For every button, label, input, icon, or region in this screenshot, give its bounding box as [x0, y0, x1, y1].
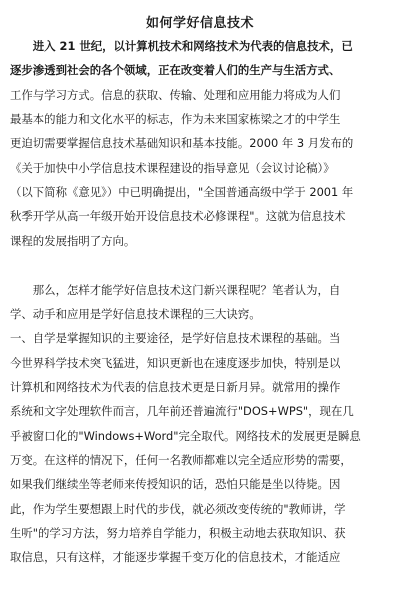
paragraph-line: 如果我们继续坐等老师来传授知识的话，恐怕只能是坐以待毙。因: [10, 477, 341, 491]
paragraph-line: （以下简称《意见》）中已明确提出，"全国普通高级中学于 2001 年: [10, 185, 354, 199]
paragraph-line: 《关于加快中小学信息技术课程建设的指导意见（会议讨论稿）》: [10, 161, 335, 175]
paragraph-line: 最基本的能力和文化水平的标志，作为未来国家栋梁之才的中学生: [10, 112, 341, 126]
paragraph-line: 万变。在这样的情况下，任何一名教师都难以完全适应形势的需要，: [10, 453, 352, 467]
paragraph-line: 更迫切需要掌握信息技术基础知识和基本技能。2000 年 3 月发布的: [10, 136, 354, 150]
paragraph-line: 计算机和网络技术为代表的信息技术更是日新月异。就常用的操作: [10, 380, 341, 394]
paragraph-line: 此，作为学生要想跟上时代的步伐，就必须改变传统的"教师讲，学: [10, 502, 346, 516]
paragraph-line: 秋季开学从高一年级开始开设信息技术必修课程"。这就为信息技术: [10, 209, 346, 223]
paragraph-line: 乎被窗口化的"Windows+Word"完全取代。网络技术的发展更是瞬息: [10, 429, 361, 443]
paragraph-line: 课程的发展指明了方向。: [10, 234, 136, 248]
paragraph-line: 取信息，只有这样，才能逐步掌握千变万化的信息技术，才能适应: [10, 550, 341, 564]
paragraph-line: 工作与学习方式。信息的获取、传输、处理和应用能力将成为人们: [10, 88, 341, 102]
paragraph-line: 系统和文字处理软件而言，几年前还普遍流行"DOS+WPS"，现在几: [10, 404, 354, 418]
paragraph-line: 逐步渗透到社会的各个领域，正在改变着人们的生产与生活方式、: [10, 63, 341, 77]
paragraph-line: 学、动手和应用是学好信息技术课程的三大诀窍。: [10, 307, 261, 321]
paragraph-line: 今世界科学技术突飞猛进，知识更新也在速度逐步加快，特别是以: [10, 356, 341, 370]
page-title: 如何学好信息技术: [145, 16, 254, 31]
paragraph-line: 生听"的学习方法，努力培养自学能力，积极主动地去获取知识、获: [10, 526, 346, 540]
paragraph-line: 一、自学是掌握知识的主要途径，是学好信息技术课程的基础。当: [10, 331, 341, 345]
paragraph-line: 进入 21 世纪，以计算机技术和网络技术为代表的信息技术，已: [10, 39, 353, 53]
paragraph-line: 那么，怎样才能学好信息技术这门新兴课程呢？笔者认为，自: [10, 283, 341, 297]
